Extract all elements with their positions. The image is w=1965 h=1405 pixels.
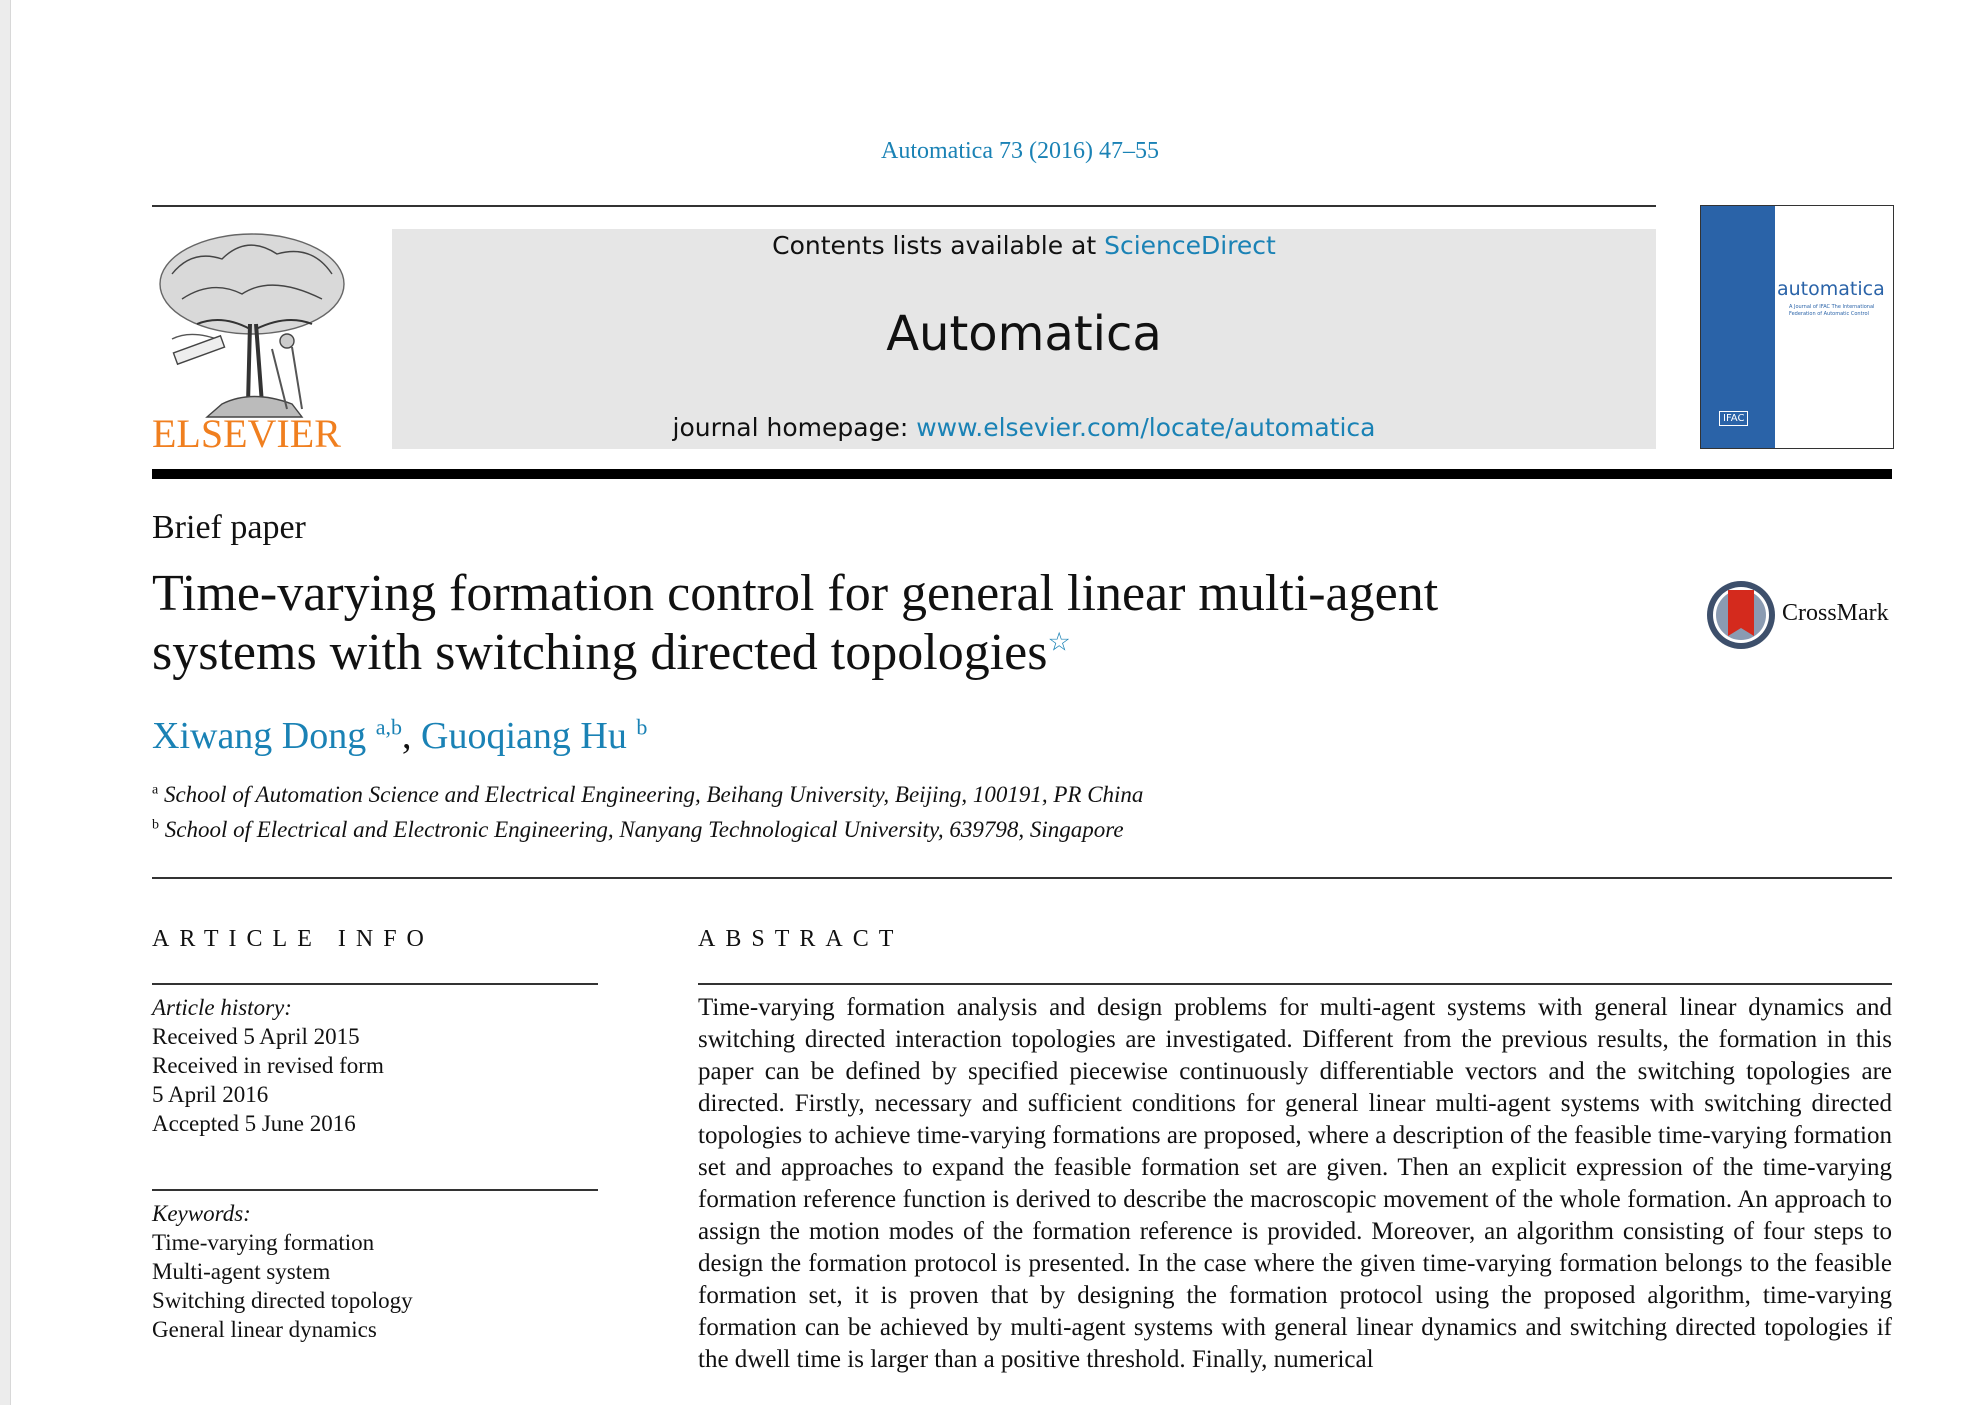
article-info-rule <box>152 983 598 985</box>
affiliation-text: School of Electrical and Electronic Engineering, Nanyang Technological University, 639798, Singapore <box>164 817 1124 842</box>
keywords <box>152 1199 413 1344</box>
viewer-left-margin <box>0 0 11 1405</box>
author-list <box>152 714 647 758</box>
journal-title: Automatica <box>886 306 1162 362</box>
keyword-item: Time-varying formation <box>152 1230 375 1255</box>
history-item: 5 April 2016 <box>152 1082 269 1107</box>
header-thick-rule <box>152 469 1892 479</box>
cover-title: automatica <box>1777 278 1885 300</box>
title-line-2-text: systems with switching directed topologies <box>152 624 1048 681</box>
contents-line <box>392 229 1656 260</box>
elsevier-wordmark: ELSEVIER <box>152 411 341 456</box>
title-line-1: Time-varying formation control for general linear multi-agent <box>152 565 1439 622</box>
journal-citation-link[interactable]: Automatica 73 (2016) 47–55 <box>881 138 1159 164</box>
history-item: Accepted 5 June 2016 <box>152 1111 356 1136</box>
affiliation-text: School of Automation Science and Electrical Engineering, Beihang University, Beijing, 100191, PR China <box>163 782 1144 807</box>
title-line-2 <box>152 623 1572 682</box>
paper-type: Brief paper <box>152 509 306 546</box>
sciencedirect-link[interactable]: ScienceDirect <box>1104 231 1276 260</box>
abstract-rule <box>698 983 1892 985</box>
section-divider <box>152 877 1892 879</box>
author-name-1[interactable]: Xiwang Dong <box>152 715 367 757</box>
cover-ifac-badge: IFAC <box>1719 411 1748 426</box>
affiliation-b <box>152 817 1124 843</box>
homepage-prefix: journal homepage: <box>672 413 917 442</box>
affiliation-a <box>152 782 1143 808</box>
keyword-item: Multi-agent system <box>152 1259 331 1284</box>
keyword-item: Switching directed topology <box>152 1288 413 1313</box>
author-separator: , <box>402 715 422 757</box>
keywords-label: Keywords: <box>152 1201 251 1226</box>
keywords-rule <box>152 1189 598 1191</box>
title-footnote-star-icon[interactable]: ☆ <box>1047 627 1071 657</box>
journal-cover-thumbnail[interactable] <box>1700 205 1894 449</box>
history-item: Received in revised form <box>152 1053 384 1078</box>
cover-subtitle: A Journal of IFAC The International Federation of Automatic Control <box>1789 304 1875 317</box>
article-history <box>152 993 384 1138</box>
header-top-rule <box>152 205 1656 207</box>
author-name-2[interactable]: Guoqiang Hu <box>421 715 627 757</box>
crossmark-label[interactable]: CrossMark <box>1782 600 1889 626</box>
article-info-heading: ARTICLE INFO <box>152 926 434 952</box>
homepage-link[interactable]: www.elsevier.com/locate/automatica <box>916 413 1376 442</box>
keyword-item: General linear dynamics <box>152 1317 377 1342</box>
history-item: Received 5 April 2015 <box>152 1024 360 1049</box>
paper-title <box>152 564 1572 682</box>
affiliation-mark: a <box>152 782 159 798</box>
affiliation-mark: b <box>152 817 159 833</box>
abstract-text: Time-varying formation analysis and design problems for multi-agent systems with general linear dynamics and switching directed interaction topologies are investigated. Different from the previous results, the formation in this paper can be defined by specified piecewise continuously differentiable vectors and the switching topologies are directed. Firstly, necessary and sufficient conditions for general linear multi-agent systems with switching directed topologies to achieve time-varying formations are proposed, where a description of the feasible time-varying formation set and approaches to expand the feasible formation set are given. Then an explicit expression of the time-varying formation reference function is derived to describe the macroscopic movement of the whole formation. An approach to assign the motion modes of the formation reference is provided. Moreover, an algorithm consisting of four steps to design the formation protocol is presented. In the case where the given time-varying formation belongs to the feasible formation set, it is proven that by designing the formation protocol using the proposed algorithm, time-varying formation can be achieved by multi-agent systems with general linear dynamics and switching directed topologies if the dwell time is larger than a positive threshold. Finally, numerical <box>698 994 1892 1373</box>
author-affil-1[interactable]: a,b <box>375 714 403 740</box>
author-affil-2[interactable]: b <box>636 714 648 740</box>
homepage-line <box>392 413 1656 442</box>
history-label: Article history: <box>152 995 292 1020</box>
abstract-heading: ABSTRACT <box>698 926 904 952</box>
contents-prefix: Contents lists available at <box>772 231 1105 260</box>
